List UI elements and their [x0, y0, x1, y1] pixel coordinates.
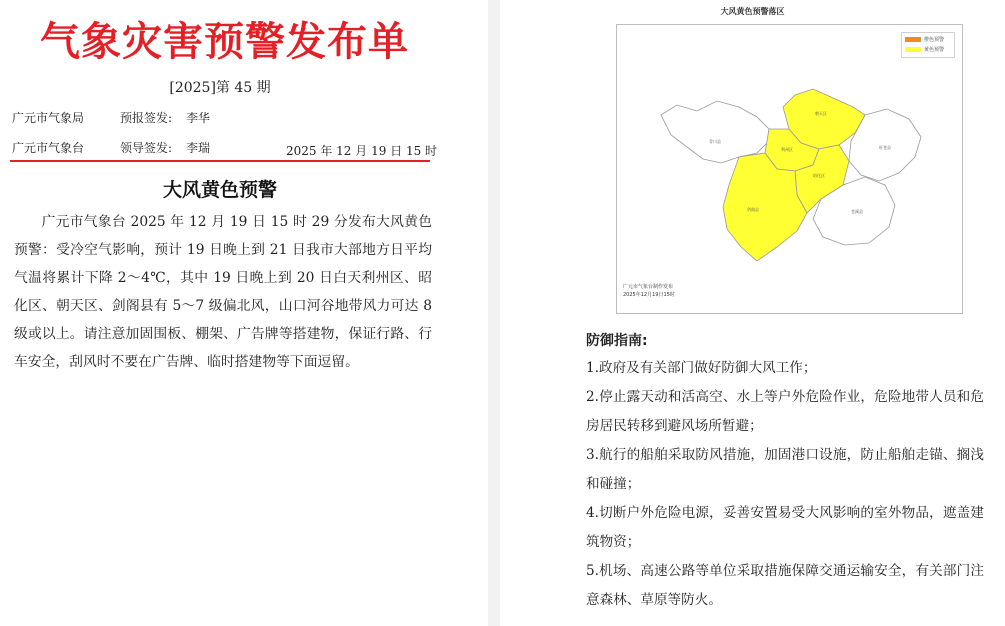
guide-item-5: 5.机场、高速公路等单位采取措施保障交通运输安全，有关部门注意森林、草原等防火。: [586, 563, 984, 608]
agency-observatory: 广元市气象台: [12, 141, 85, 155]
forecast-signer: 李华: [186, 111, 211, 125]
legend-label-yellow: 黄色预警: [924, 47, 945, 53]
legend-label-orange: 橙色预警: [924, 37, 945, 43]
warning-map: [616, 24, 963, 314]
label-wangcang: 旺苍县: [879, 145, 891, 150]
guide-title: 防御指南:: [586, 333, 648, 349]
guide-item-4: 4.切断户外危险电源，妥善安置易受大风影响的室外物品，遮盖建筑物资；: [586, 505, 984, 550]
left-page: [0, 0, 488, 626]
right-page: [500, 0, 1005, 626]
agency-bureau: 广元市气象局: [12, 111, 85, 125]
document-title: 气象灾害预警发布单: [40, 19, 409, 65]
map-credit-line-1: 广元市气象台制作发布: [623, 284, 674, 290]
leader-sign-label: 领导签发:: [120, 141, 173, 155]
guide-item-3: 3.航行的船舶采取防风措施，加固港口设施，防止船舶走锚、搁浅和碰撞；: [586, 447, 984, 492]
page-gutter: [488, 0, 500, 626]
map-legend: [901, 32, 955, 58]
map-graphic: [617, 25, 962, 313]
leader-signer: 李瑞: [186, 141, 211, 155]
guide-item-2: 2.停止露天动和活高空、水上等户外危险作业，危险地带人员和危房居民转移到避风场所暂避；: [586, 389, 984, 434]
map-credit: [623, 283, 675, 299]
forecast-sign-label: 预报签发:: [120, 111, 173, 125]
label-lizhou: 利州区: [781, 147, 793, 152]
issue-time: 2025 年 12 月 19 日 15 时: [286, 144, 438, 158]
label-jiange: 剑阁县: [747, 207, 759, 212]
label-qingchuan: 青川县: [709, 139, 721, 144]
warning-body: 广元市气象台 2025 年 12 月 19 日 15 时 29 分发布大风黄色预警：受冷空气影响，预计 19 日晚上到 21 日我市大部地方日平均气温将累计下降 2～4℃，其中 19 日晚上到 20 日白天利州区、昭化区、朝天区、剑阁县有 5～7 级偏北风，山口河谷地带风力可达 8 级或以上。请注意加固围板、棚架、广告牌等搭建物，保证行路、行车安全，刮风时不要在广告牌、临时搭建物等下面逗留。: [14, 214, 432, 370]
legend-item-orange: [905, 36, 944, 43]
legend-swatch-yellow: [905, 47, 921, 52]
legend-swatch-orange: [905, 37, 921, 42]
label-zhaohua: 昭化区: [813, 173, 825, 178]
district-qingchuan: [661, 101, 769, 163]
issue-number: [2025]第 45 期: [169, 80, 271, 96]
map-credit-line-2: 2025年12月19日15时: [623, 292, 675, 298]
label-cangxi: 苍溪县: [851, 209, 863, 214]
warning-title: 大风黄色预警: [162, 179, 277, 201]
guide-list: [586, 354, 984, 615]
map-title: 大风黄色预警落区: [720, 7, 785, 16]
label-chaotian: 朝天区: [815, 111, 827, 116]
guide-item-1: 1.政府及有关部门做好防御大风工作；: [586, 360, 817, 376]
header-red-rule: [10, 160, 430, 162]
legend-item-yellow: [905, 46, 944, 53]
